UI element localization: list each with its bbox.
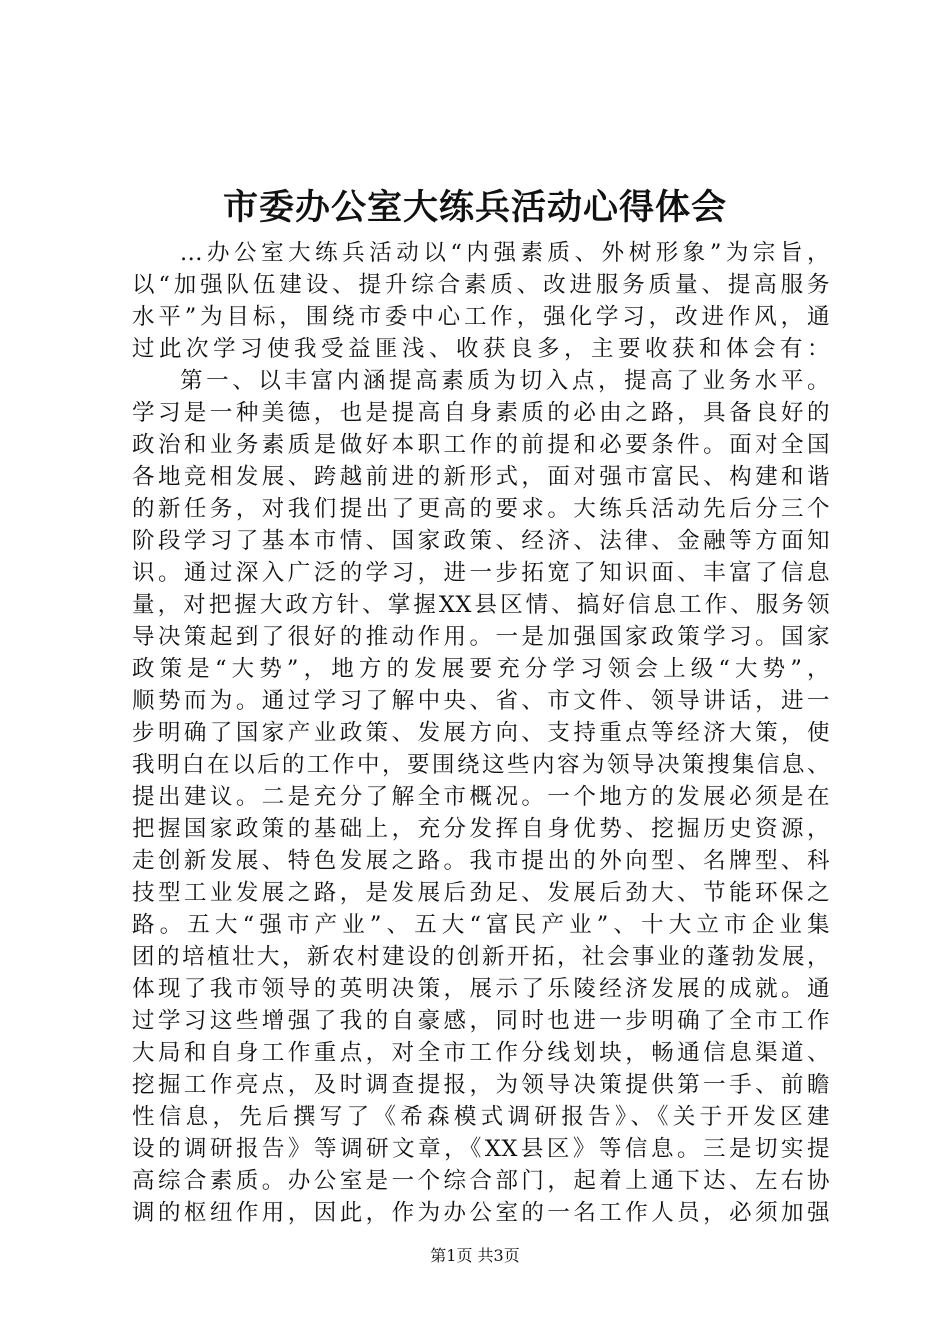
body-line: 第一、以丰富内涵提高素质为切入点，提高了业务水平。 (180, 368, 830, 394)
body-line: 学习是一种美德，也是提高自身素质的必由之路，具备良好的 (132, 400, 830, 426)
body-line: 过学习这些增强了我的自豪感，同时也进一步明确了全市工作 (132, 1008, 830, 1034)
body-line: 阶段学习了基本市情、国家政策、经济、法律、金融等方面知 (132, 528, 830, 554)
body-line: 步明确了国家产业政策、发展方向、支持重点等经济大策，使 (132, 720, 830, 746)
body-line: 走创新发展、特色发展之路。我市提出的外向型、名牌型、科 (132, 848, 830, 874)
body-line: 的新任务，对我们提出了更高的要求。大练兵活动先后分三个 (132, 496, 830, 522)
body-line: 调的枢纽作用，因此，作为办公室的一名工作人员，必须加强 (132, 1200, 830, 1226)
body-line: 顺势而为。通过学习了解中央、省、市文件、领导讲话，进一 (132, 688, 830, 714)
body-line: 水平”为目标，围绕市委中心工作，强化学习，改进作风，通 (132, 304, 830, 330)
body-line: 设的调研报告》等调研文章，《XX县区》等信息。三是切实提 (132, 1136, 830, 1162)
body-line: 我明白在以后的工作中，要围绕这些内容为领导决策搜集信息、 (132, 752, 830, 778)
body-line: 提出建议。二是充分了解全市概况。一个地方的发展必须是在 (132, 784, 830, 810)
body-line: 技型工业发展之路，是发展后劲足、发展后劲大、节能环保之 (132, 880, 830, 906)
body-line: 团的培植壮大，新农村建设的创新开拓，社会事业的蓬勃发展， (132, 944, 830, 970)
document-title: 市委办公室大练兵活动心得体会 (222, 187, 727, 228)
body-line: 体现了我市领导的英明决策，展示了乐陵经济发展的成就。通 (132, 976, 830, 1002)
body-line: 政治和业务素质是做好本职工作的前提和必要条件。面对全国 (132, 432, 830, 458)
body-line: 导决策起到了很好的推动作用。一是加强国家政策学习。国家 (132, 624, 830, 650)
body-line: 以“加强队伍建设、提升综合素质、改进服务质量、提高服务 (132, 272, 830, 298)
body-line: 政策是“大势”，地方的发展要充分学习领会上级“大势”， (132, 656, 830, 682)
body-line: 路。五大“强市产业”、五大“富民产业”、十大立市企业集 (132, 912, 830, 938)
body-line: 过此次学习使我受益匪浅、收获良多，主要收获和体会有： (132, 336, 830, 362)
body-line: 挖掘工作亮点，及时调查提报，为领导决策提供第一手、前瞻 (132, 1072, 830, 1098)
body-line: 性信息，先后撰写了《希森模式调研报告》、《关于开发区建 (132, 1104, 830, 1130)
body-line: ...办公室大练兵活动以“内强素质、外树形象”为宗旨， (180, 240, 830, 266)
body-line: 把握国家政策的基础上，充分发挥自身优势、挖掘历史资源， (132, 816, 830, 842)
document-body (132, 237, 830, 1229)
body-line: 高综合素质。办公室是一个综合部门，起着上通下达、左右协 (132, 1168, 830, 1194)
body-line: 量，对把握大政方针、掌握XX县区情、搞好信息工作、服务领 (132, 592, 830, 618)
body-line: 大局和自身工作重点，对全市工作分线划块，畅通信息渠道、 (132, 1040, 830, 1066)
body-line: 各地竞相发展、跨越前进的新形式，面对强市富民、构建和谐 (132, 464, 830, 490)
body-line: 识。通过深入广泛的学习，进一步拓宽了知识面、丰富了信息 (132, 560, 830, 586)
page-footer: 第1页 共3页 (430, 1246, 520, 1265)
